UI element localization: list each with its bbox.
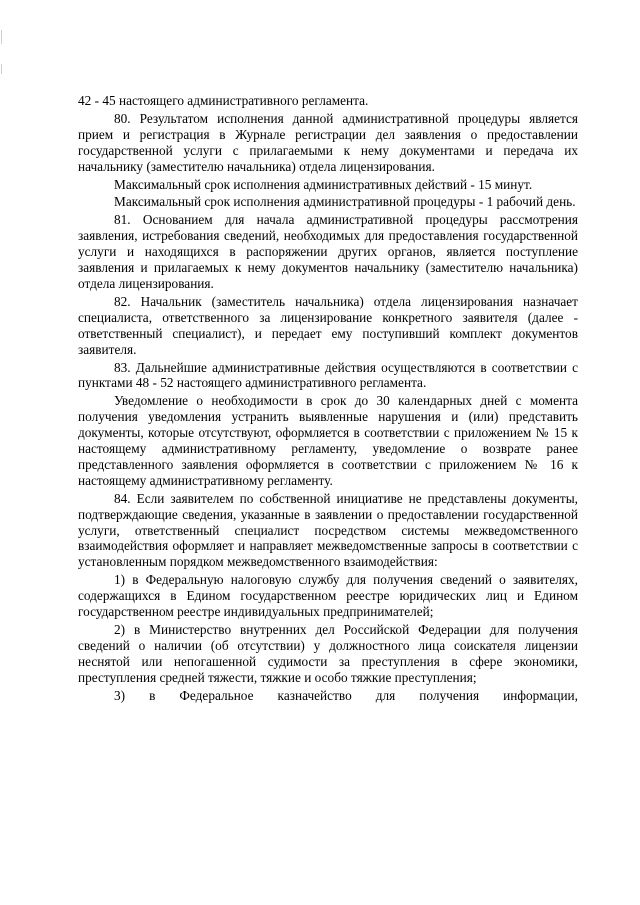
paragraph-80: 80. Результатом исполнения данной административной процедуры является прием и регистрация в Журнале регистрации дел заявления о предоставлении государственной услуги с прилагаемыми к нему документами и передача их начальнику (заместителю начальника) отдела лицензирования. <box>78 110 578 174</box>
paragraph-83: 83. Дальнейшие административные действия осуществляются в соответствии с пунктами 48 - 52 настоящего административного регламента. <box>78 359 578 391</box>
scan-edge-mark <box>1 64 2 74</box>
paragraph-notification: Уведомление о необходимости в срок до 30 календарных дней с момента получения уведомления устранить выявленные нарушения и (или) представить документы, которые отсутствуют, оформляется в соответствии с приложением № 15 к настоящему административному регламенту, уведомление о возврате ранее представленного заявления оформляется в соответствии с приложением № 16 к настоящему административному регламенту. <box>78 393 578 488</box>
list-item-2: 2) в Министерство внутренних дел Российской Федерации для получения сведений о наличии (об отсутствии) у должностного лица соискателя лицензии неснятой или непогашенной судимости за преступления в сфере экономики, преступления средней тяжести, тяжкие и особо тяжкие преступления; <box>78 622 578 685</box>
scan-edge-mark <box>1 30 2 44</box>
paragraph-81: 81. Основанием для начала административной процедуры рассмотрения заявления, истребования сведений, необходимых для предоставления государственной услуги и находящихся в распоряжении других органов, является поступление заявления и прилагаемых к нему документов начальнику (заместителю начальника) отдела лицензирования. <box>78 212 578 291</box>
paragraph-84: 84. Если заявителем по собственной инициативе не представлены документы, подтверждающие сведения, указанные в заявлении о предоставлении государственной услуги, ответственный специалист посредством системы межведомственного взаимодействия оформляет и направляет межведомственные запросы в соответствии с установленным порядком межведомственного взаимодействия: <box>78 490 578 570</box>
paragraph-continuation: 42 - 45 настоящего административного регламента. <box>78 93 369 108</box>
document-body <box>78 93 578 704</box>
paragraph-max-time-actions: Максимальный срок исполнения административных действий - 15 минут. <box>114 176 533 192</box>
paragraph-82: 82. Начальник (заместитель начальника) отдела лицензирования назначает специалиста, ответственного за лицензирование конкретного заявителя (далее - ответственный специалист), и передает ему поступивший комплект документов заявителя. <box>78 293 578 357</box>
list-item-3: 3) в Федеральное казначейство для получения информации, <box>114 687 578 703</box>
list-item-1: 1) в Федеральную налоговую службу для получения сведений о заявителях, содержащихся в Едином государственном реестре юридических лиц и Едином государственном реестре индивидуальных предпринимателей; <box>78 572 578 620</box>
paragraph-max-time-procedure: Максимальный срок исполнения административной процедуры - 1 рабочий день. <box>114 194 576 210</box>
